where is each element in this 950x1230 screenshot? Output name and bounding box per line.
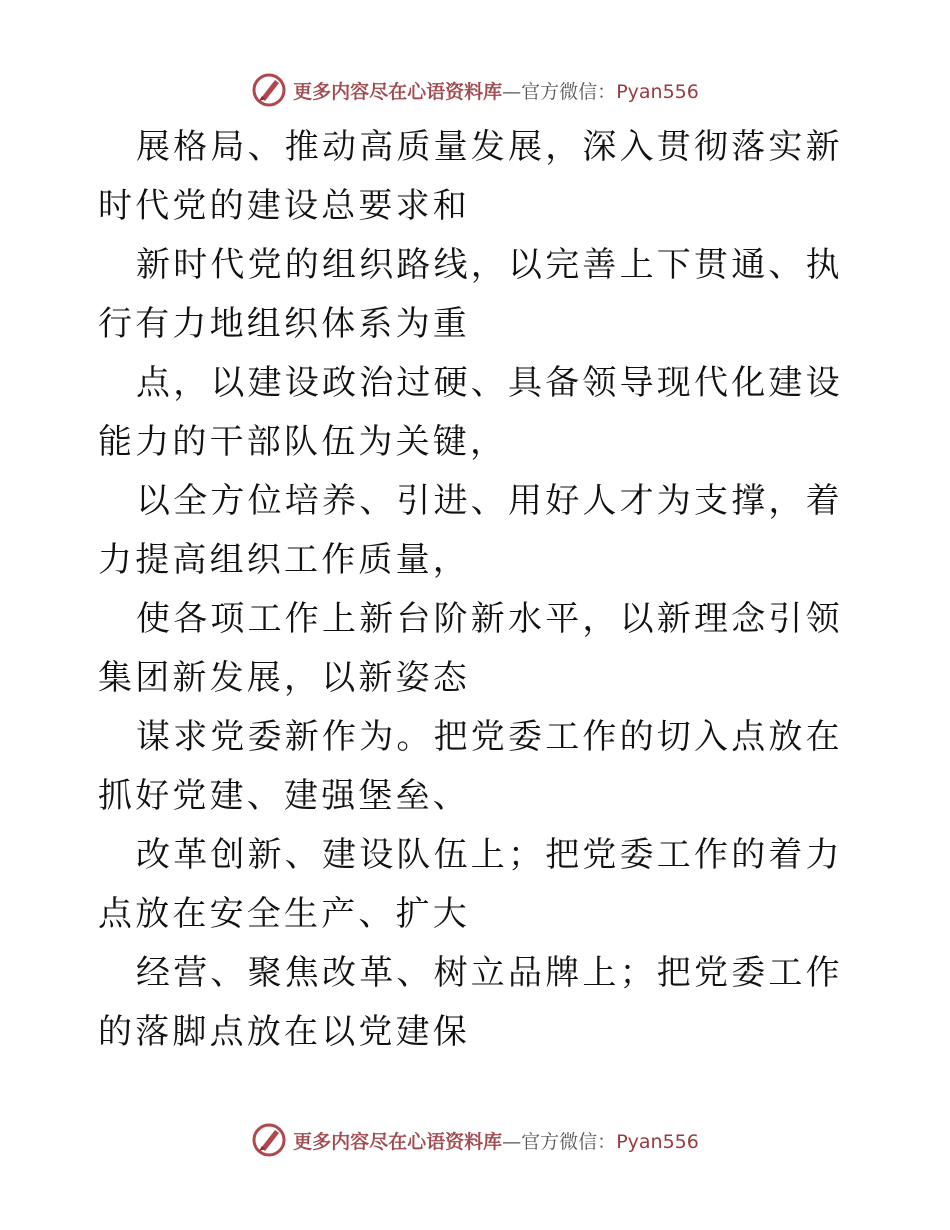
banner-text xyxy=(293,77,699,104)
paragraph: 以全方位培养、引进、用好人才为支撑，着力提高组织工作质量， xyxy=(98,481,843,580)
banner-wechat-id: Pyan556 xyxy=(616,1130,699,1153)
library-logo-icon xyxy=(251,72,287,108)
footer-banner xyxy=(0,1120,950,1160)
paragraph: 改革创新、建设队伍上；把党委工作的着力点放在安全生产、扩大 xyxy=(98,835,843,934)
banner-wechat-id: Pyan556 xyxy=(616,80,699,103)
header-banner xyxy=(0,70,950,110)
paragraph: 使各项工作上新台阶新水平，以新理念引领集团新发展，以新姿态 xyxy=(98,599,843,698)
banner-library-name: 更多内容尽在心语资料库 xyxy=(293,1130,503,1153)
paragraph: 点，以建设政治过硬、具备领导现代化建设能力的干部队伍为关键， xyxy=(98,363,843,462)
document-body xyxy=(98,118,858,1062)
banner-library-name: 更多内容尽在心语资料库 xyxy=(293,80,503,103)
paragraph: 展格局、推动高质量发展，深入贯彻落实新时代党的建设总要求和 xyxy=(98,127,843,226)
library-logo-icon xyxy=(251,1122,287,1158)
banner-wechat-label: —官方微信： xyxy=(502,80,617,103)
paragraph: 经营、聚焦改革、树立品牌上；把党委工作的落脚点放在以党建保 xyxy=(98,953,843,1052)
paragraph: 谋求党委新作为。把党委工作的切入点放在抓好党建、建强堡垒、 xyxy=(98,717,843,816)
banner-wechat-label: —官方微信： xyxy=(502,1130,617,1153)
banner-text xyxy=(293,1127,699,1154)
paragraph: 新时代党的组织路线，以完善上下贯通、执行有力地组织体系为重 xyxy=(98,245,843,344)
